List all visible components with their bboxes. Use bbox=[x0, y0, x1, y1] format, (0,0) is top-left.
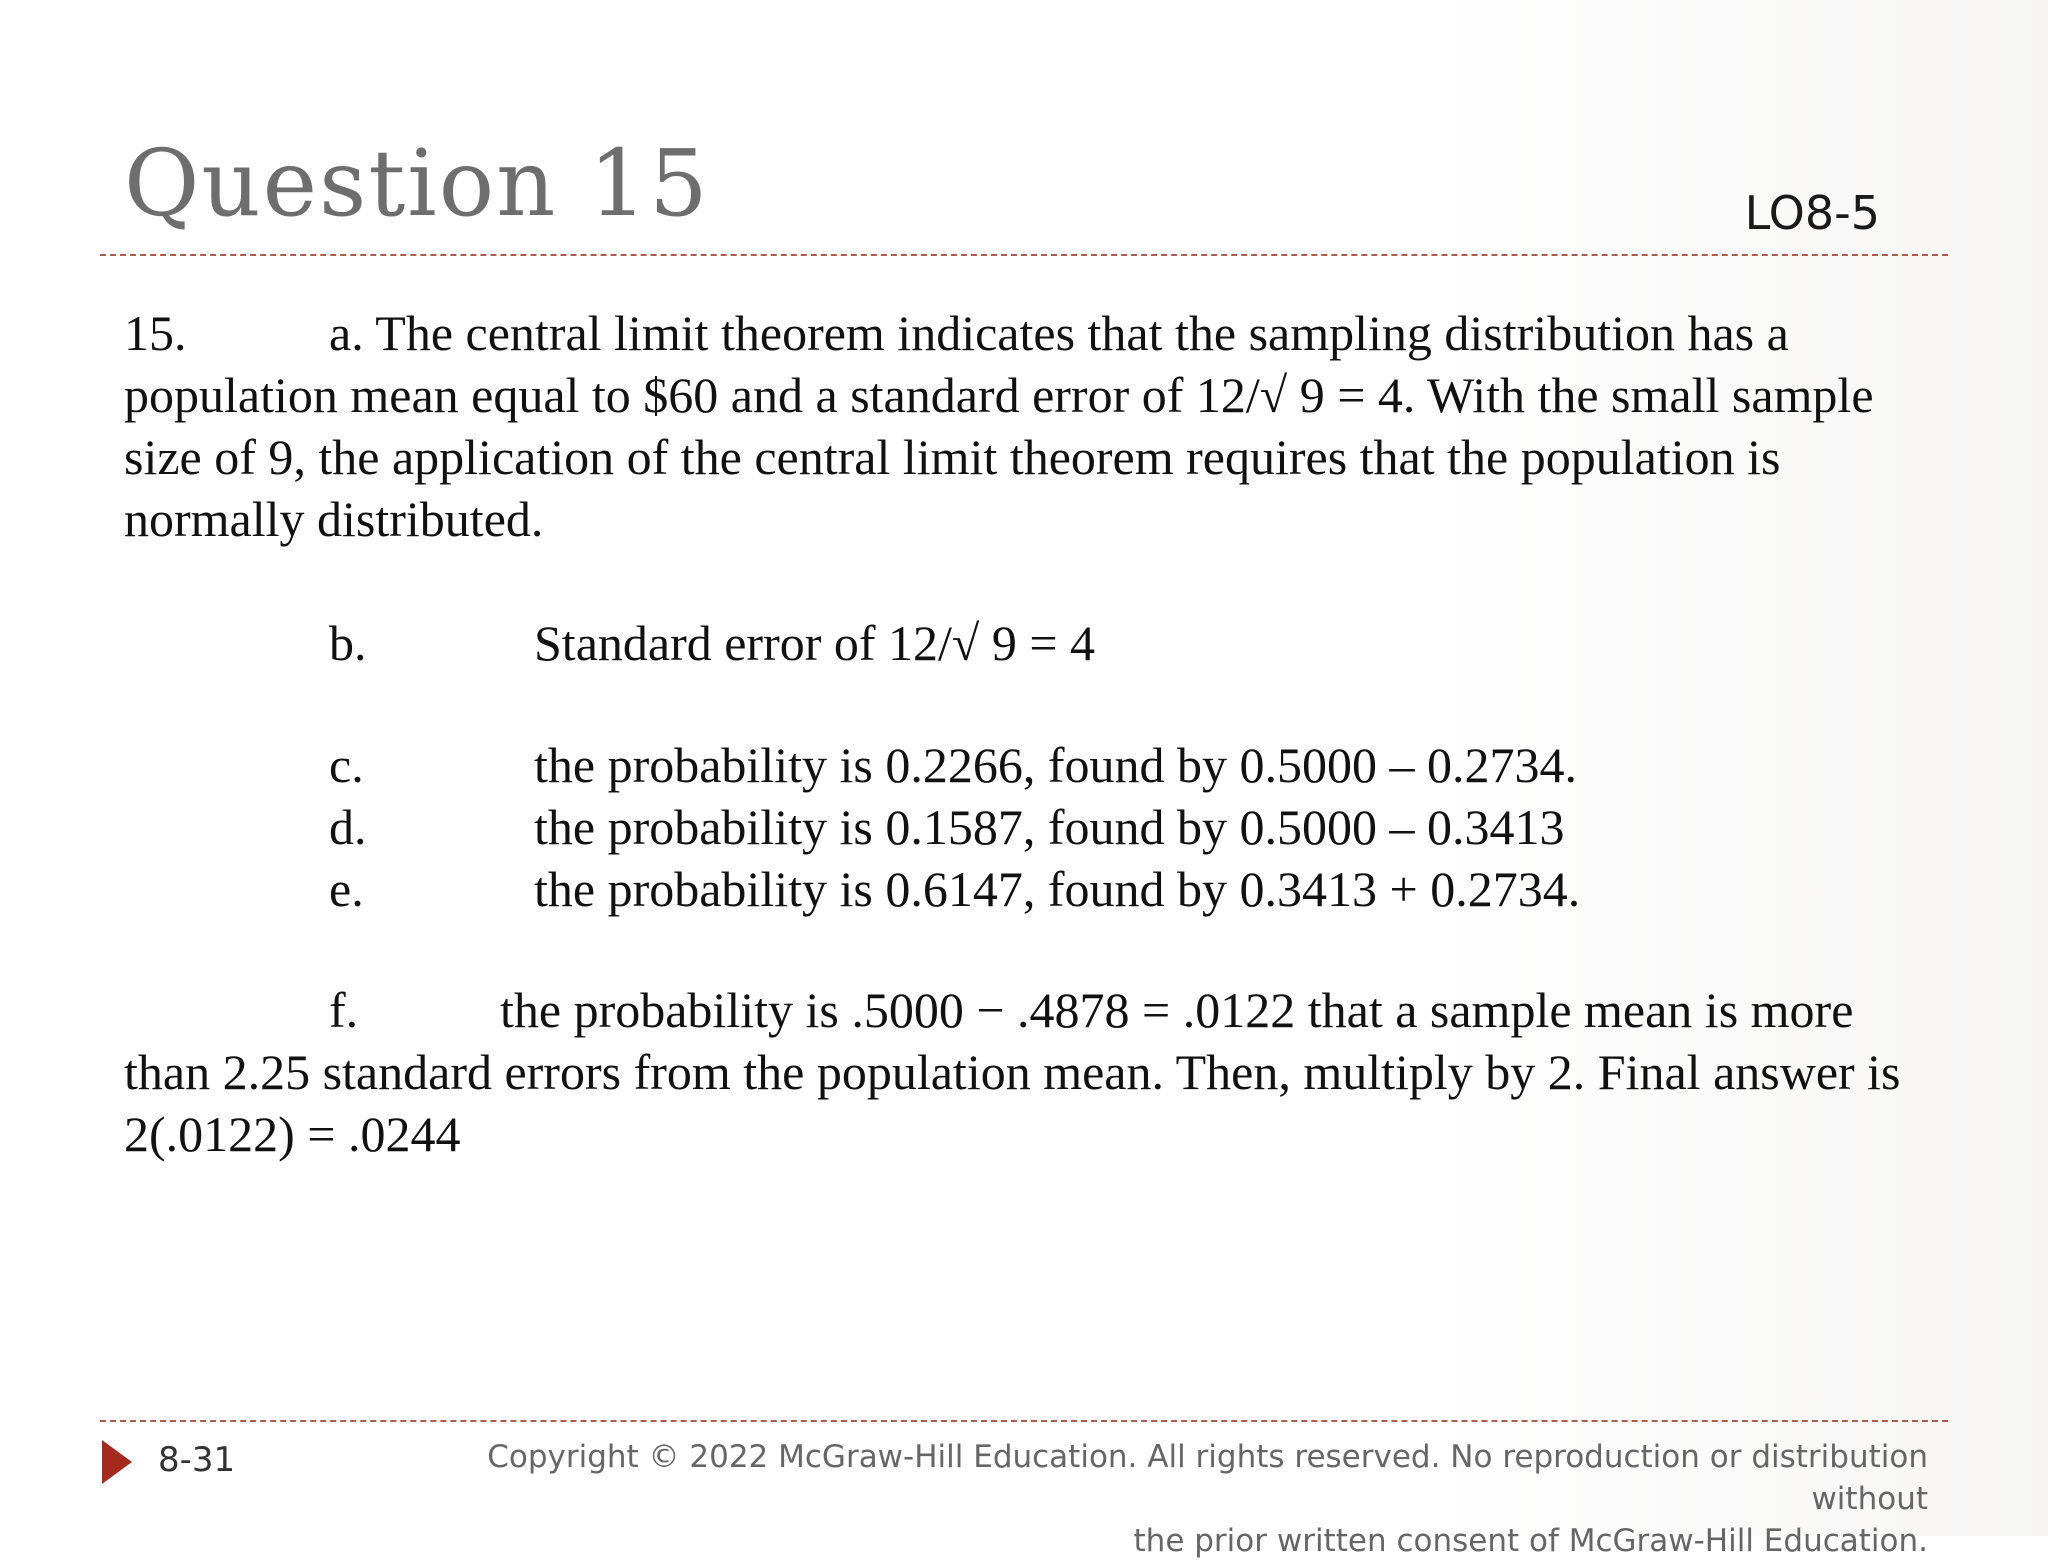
part-d-label: d. bbox=[329, 799, 367, 855]
part-d-row bbox=[0, 796, 2048, 858]
part-b-label: b. bbox=[329, 615, 367, 671]
question-number: 15. bbox=[124, 305, 187, 361]
learning-objective-label: LO8-5 bbox=[1744, 186, 1880, 240]
part-b-row bbox=[0, 612, 2048, 674]
part-d-text: the probability is 0.1587, found by 0.5000 – 0.3413 bbox=[534, 799, 1565, 855]
part-e-row bbox=[0, 858, 2048, 920]
part-a-paragraph bbox=[124, 302, 1924, 550]
header-divider bbox=[100, 254, 1948, 256]
slide-title: Question 15 bbox=[124, 130, 710, 237]
part-c-text: the probability is 0.2266, found by 0.5000 – 0.2734. bbox=[534, 737, 1577, 793]
page-number: 8-31 bbox=[158, 1440, 236, 1480]
part-c-row bbox=[0, 734, 2048, 796]
part-a-text: a. The central limit theorem indicates that the sampling distribution has a population mean equal to $60 and a standard error of 12/√ 9 = 4. With the small sample size of 9, the application of the central limit theorem requires that the population is normally distributed. bbox=[124, 305, 1874, 547]
copyright-line-2: the prior written consent of McGraw-Hill Education. bbox=[1133, 1523, 1928, 1559]
part-f-label: f. bbox=[329, 982, 359, 1038]
part-b-text: Standard error of 12/√ 9 = 4 bbox=[534, 615, 1096, 671]
play-triangle-icon bbox=[102, 1440, 132, 1484]
part-f-paragraph bbox=[124, 979, 1924, 1165]
part-f-text: the probability is .5000 − .4878 = .0122 that a sample mean is more than 2.25 standard errors from the population mean. Then, multiply by 2. Final answer is 2(.0122) = .0244 bbox=[124, 982, 1901, 1162]
copyright-line-1: Copyright © 2022 McGraw-Hill Education. All rights reserved. No reproduction or distribution without bbox=[487, 1439, 1928, 1517]
answer-body bbox=[124, 302, 1924, 550]
part-e-text: the probability is 0.6147, found by 0.3413 + 0.2734. bbox=[534, 861, 1581, 917]
footer-divider bbox=[100, 1420, 1948, 1422]
copyright-notice bbox=[428, 1436, 1928, 1562]
part-e-label: e. bbox=[329, 861, 364, 917]
part-c-label: c. bbox=[329, 737, 364, 793]
